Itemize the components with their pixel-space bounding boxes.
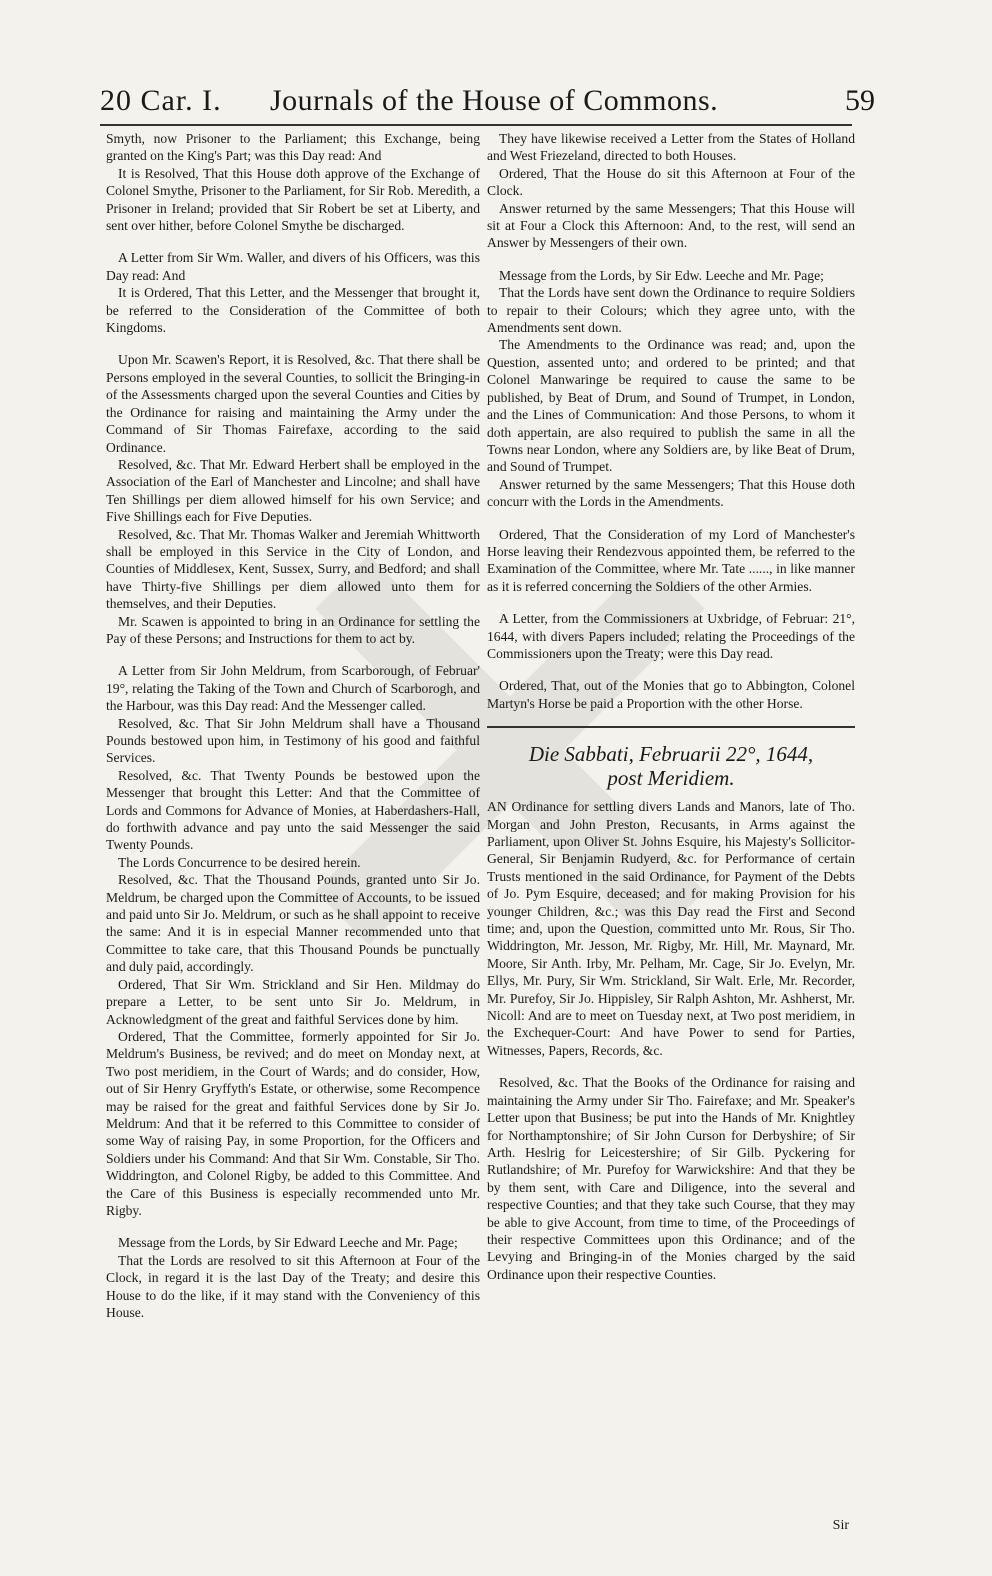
paragraph: Answer returned by the same Messengers; That this House doth concurr with the Lords in the Amendments. (487, 476, 855, 510)
paragraph: A Letter from Sir John Meldrum, from Scarborough, of Februar' 19°, relating the Taking of the Town and Church of Scarborogh, and the Harbour, was this Day read: And the Messenger called. (106, 663, 480, 714)
paragraph: Ordered, That the Committee, formerly appointed for Sir Jo. Meldrum's Business, be revived; and do meet on Monday next, at Two post meridiem, in the Court of Wards; and do consider, How, out of Sir Henry Gryffyth's Estate, or otherwise, some Recompence may be raised for the great and faithful Services done by Sir Jo. Meldrum: And that it be referred to this Committee to consider of some Way of raising Pay, in some Proportion, for the Officers and Soldiers under his Command: And that Sir Wm. Constable, Sir Tho. Widdrington, and Colonel Rigby, be added to this Committee. And the Care of this Business is especially recommended unto Mr. Rigby. (106, 1028, 480, 1218)
paragraph: The Amendments to the Ordinance was read; and, upon the Question, assented unto; and ordered to be printed; and that Colonel Manwaringe be required to cause the same to be published, by Beat of Drum, and Sound of Trumpet, in London, and the Lines of Communication: And those Persons, to whom it doth appertain, are also required to publish the same in all the Towns near London, where any Soldiers are, by like Beat of Drum, and Sound of Trumpet. (487, 337, 855, 475)
paragraph: Resolved, &c. That Mr. Thomas Walker and Jeremiah Whittworth shall be employed in this Service in the City of London, and Counties of Middlesex, Kent, Sussex, Surry, and Bedford; and shall have Thirty-five Shillings per diem allowed unto them for themselves, and their Deputies. (106, 526, 480, 612)
catchword: Sir (832, 1518, 849, 1533)
paragraph: Message from the Lords, by Sir Edw. Leeche and Mr. Page; (499, 267, 824, 283)
paragraph: Ordered, That the Consideration of my Lord of Manchester's Horse leaving their Rendezvous appointed them, be referred to the Examination of the Committee, where Mr. Tate ......, in like manner as it is referred concerning the Soldiers of the other Armies. (487, 526, 855, 594)
paragraph: Resolved, &c. That the Books of the Ordinance for raising and maintaining the Army under Sir Tho. Fairefaxe; and Mr. Speaker's Letter upon that Business; be put into the Hands of Mr. Knightley for Northamptonshire; of Sir John Curson for Derbyshire; of Sir Arth. Heslrig for Leicestershire; of Sir Gilb. Pyckering for Rutlandshire; of Mr. Purefoy for Warwickshire: And that they be by them sent, with Care and Diligence, into the several and respective Counties; and that they take such Course, that they may be able to give Account, from time to time, of the Proceedings of their respective Committees upon this Ordinance; and of the Levying and Bringing-in of the Monies charged by the said Ordinance upon their respective Counties. (487, 1075, 855, 1282)
paragraph: Ordered, That the House do sit this Afternoon at Four of the Clock. (487, 165, 855, 199)
header-rule (100, 124, 852, 126)
running-header (100, 84, 875, 128)
section-rule (487, 726, 855, 728)
heading-time: post Meridiem. (607, 766, 735, 791)
paragraph: Upon Mr. Scawen's Report, it is Resolved, &c. That there shall be Persons employed in the several Counties, to sollicit the Bringing-in of the Assessments charged upon the several Counties and Cities by the Ordinance for raising and maintaining the Army under the Command of Sir Thomas Fairefaxe, according to the said Ordinance. (106, 352, 480, 455)
paragraph: A Letter from Sir Wm. Waller, and divers of his Officers, was this Day read: And (106, 250, 480, 283)
paragraph: Resolved, &c. That Twenty Pounds be bestowed upon the Messenger that brought this Letter: And that the Committee of Lords and Commons for Advance of Monies, at Haberdashers-Hall, do forthwith advance and pay unto the said Messenger the said Twenty Pounds. (106, 767, 480, 853)
paragraph: A Letter, from the Commissioners at Uxbridge, of Februar: 21°, 1644, with divers Papers included; relating the Proceedings of the Commissioners upon the Treaty; were this Day read. (487, 611, 855, 661)
paragraph: Ordered, That, out of the Monies that go to Abbington, Colonel Martyn's Horse be paid a Proportion with the other Horse. (487, 678, 855, 711)
journal-title: Journals of the House of Commons. (270, 84, 719, 117)
page-number: 59 (845, 84, 875, 117)
paragraph: That the Lords have sent down the Ordinance to require Soldiers to repair to their Colours; which they agree unto, with the Amendments sent down. (487, 285, 855, 336)
paragraph: It is Ordered, That this Letter, and the Messenger that brought it, be referred to the Consideration of the Committee of both Kingdoms. (106, 285, 480, 336)
paragraph: Answer returned by the same Messengers; That this House will sit at Four a Clock this Afternoon: And, to the rest, will send an Answer by Messengers of their own. (487, 200, 855, 251)
paragraph: Smyth, now Prisoner to the Parliament; this Exchange, being granted on the King's Part; was this Day read: And (106, 131, 480, 164)
paragraph: Message from the Lords, by Sir Edward Leeche and Mr. Page; (118, 1235, 458, 1251)
paragraph: Ordered, That Sir Wm. Strickland and Sir Hen. Mildmay do prepare a Letter, to be sent unto Sir Jo. Meldrum, in Acknowledgment of the great and faithful Services done by him. (106, 976, 480, 1027)
regnal-year: 20 Car. I. (100, 84, 222, 117)
paragraph: Resolved, &c. That the Thousand Pounds, granted unto Sir Jo. Meldrum, be charged upon the Committee of Accounts, to be issued and paid unto Sir Jo. Meldrum, or such as he shall appoint to receive the same: And it is in especial Manner recommended unto that Committee to take care, that this Thousand Pounds be punctually and duly paid, accordingly. (106, 872, 480, 975)
paragraph: They have likewise received a Letter from the States of Holland and West Friezeland, directed to both Houses. (487, 131, 855, 164)
section-heading (487, 742, 855, 790)
heading-date: Die Sabbati, Februarii 22°, 1644, (528, 742, 814, 767)
paragraph: Resolved, &c. That Sir John Meldrum shall have a Thousand Pounds bestowed upon him, in Testimony of his good and faithful Services. (106, 715, 480, 766)
paragraph: That the Lords are resolved to sit this Afternoon at Four of the Clock, in regard it is the last Day of the Treaty; and desire this House to do the like, if it may stand with the Conveniency of this House. (106, 1252, 480, 1320)
right-column (487, 130, 855, 1283)
paragraph: It is Resolved, That this House doth approve of the Exchange of Colonel Smythe, Prisoner to the Parliament, for Sir Rob. Meredith, a Prisoner in Ireland; provided that Sir Robert be set at Liberty, and sent over hither, before Colonel Smythe be discharged. (106, 165, 480, 234)
paragraph: The Lords Concurrence to be desired herein. (118, 854, 361, 870)
paragraph: AN Ordinance for settling divers Lands and Manors, late of Tho. Morgan and John Preston, Recusants, in Arms against the Parliament, upon Oliver St. Johns Esquire, his Majesty's Sollicitor-General, Sir Benjamin Rudyerd, &c. for Performance of certain Trusts mentioned in the said Ordinance, for Payment of the Debts of Jo. Pym Esquire, deceased; and for making Provision for his younger Children, &c.; was this Day read the First and Second time; and, upon the Question, committed unto Mr. Rous, Sir Tho. Widdrington, Mr. Jesson, Mr. Rigby, Mr. Hill, Mr. Maynard, Mr. Moore, Sir Anth. Irby, Mr. Pelham, Mr. Cage, Sir Jo. Evelyn, Mr. Ellys, Mr. Pury, Sir Wm. Strickland, Sir Walt. Erle, Mr. Recorder, Mr. Purefoy, Sir Jo. Hippisley, Sir Ralph Ashton, Mr. Ashherst, Mr. Nicoll: And are to meet on Tuesday next, at Two post meridiem, in the Exchequer-Court: And have Power to send for Parties, Witnesses, Papers, Records, &c. (487, 799, 855, 1058)
paragraph: Resolved, &c. That Mr. Edward Herbert shall be employed in the Association of the Earl of Manchester and Lincolne; and shall have Ten Shillings per diem allowed himself for his own Service; and Five Shillings each for Five Deputies. (106, 456, 480, 525)
left-column (106, 130, 480, 1321)
paragraph: Mr. Scawen is appointed to bring in an Ordinance for settling the Pay of these Persons; and Instructions for them to act by. (106, 613, 480, 646)
